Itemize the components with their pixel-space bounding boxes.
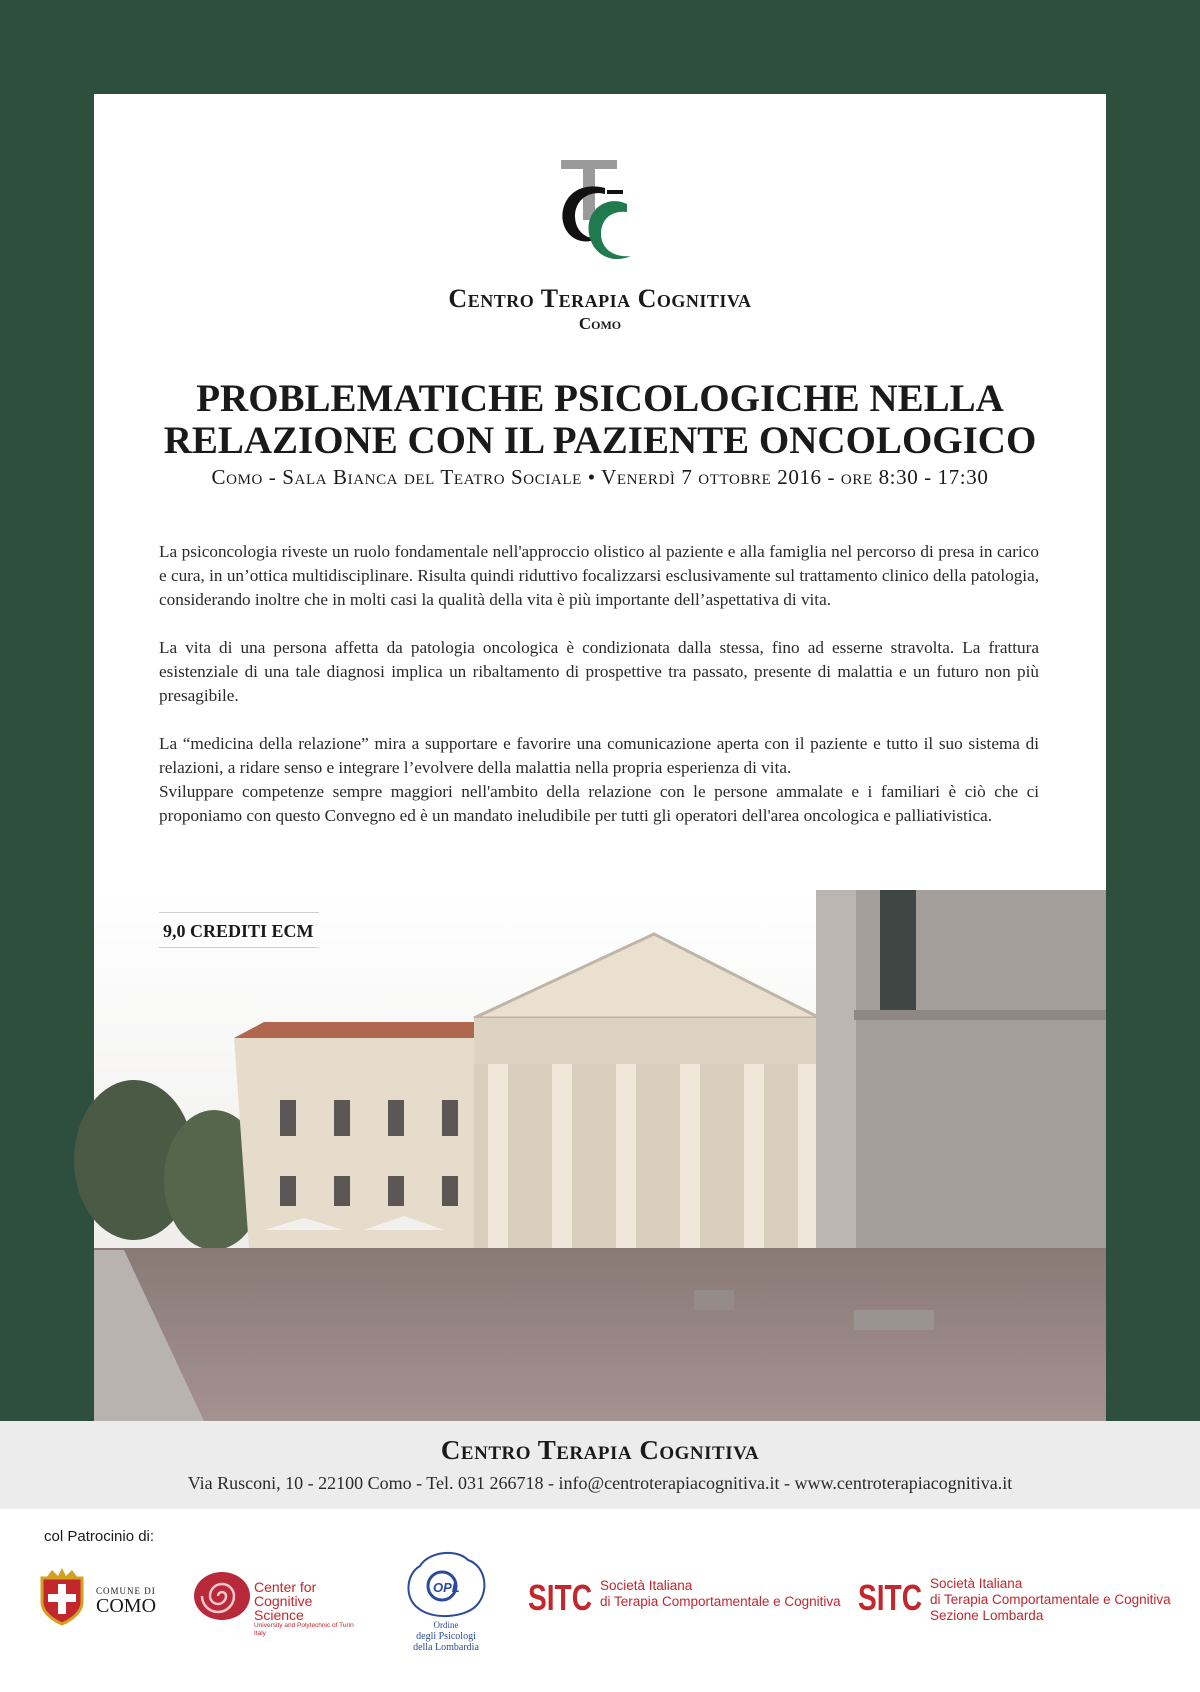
patronage-label: col Patrocinio di:: [44, 1528, 155, 1545]
sitc-lombarda-line1: Società Italiana: [930, 1576, 1023, 1591]
sitc-mark-icon: [528, 1576, 592, 1616]
tcc-monogram-logo: [555, 160, 645, 270]
sitc-line1: Società Italiana: [600, 1578, 693, 1593]
center-for-cognitive-science-logo: [192, 1570, 362, 1637]
opl-text: [398, 1620, 494, 1653]
sitc-lombarda-text: [930, 1576, 1171, 1624]
sitc-lombarda-mark-icon: [858, 1576, 922, 1616]
sitc-line2: di Terapia Comportamentale e Cognitiva: [600, 1594, 841, 1609]
body-text: [159, 540, 1039, 852]
event-title-line2: RELAZIONE CON IL PAZIENTE ONCOLOGICO: [163, 419, 1037, 462]
event-title: [134, 378, 1066, 462]
como-text: [96, 1586, 156, 1616]
opl-mark-icon: [398, 1548, 494, 1622]
paragraph-2: La vita di una persona affetta da patologia oncologica è condizionata dalla stessa, fino ad esserne stravolta. La frattura esistenziale di una tale diagnosi implica un ribaltamento di prospettive tra passato, presente di malattia e un futuro non più presagibile.: [159, 638, 1039, 705]
ccs-line2: Cognitive Science: [254, 1593, 313, 1623]
event-subtitle: Como - Sala Bianca del Teatro Sociale • Venerdì 7 ottobre 2016 - ore 8:30 - 17:30: [211, 465, 989, 489]
sitc-lombarda-line2: di Terapia Comportamentale e Cognitiva: [930, 1592, 1171, 1607]
ccs-line4: Italy: [254, 1630, 266, 1637]
sitc-lombarda-line3: Sezione Lombarda: [930, 1608, 1044, 1623]
ordine-psicologi-lombardia-logo: [398, 1548, 494, 1656]
poster: [94, 94, 1106, 1421]
ccs-line3: University and Polytechnic of Turin: [254, 1622, 354, 1629]
opl-line2: degli Psicologi: [416, 1631, 476, 1642]
opl-line1: Ordine: [433, 1620, 459, 1630]
ccs-text: [254, 1580, 362, 1638]
brand-city: Como: [578, 314, 622, 333]
sitc-logo: [528, 1574, 841, 1624]
sitc-text: [600, 1578, 841, 1610]
comune-di-como-logo: [36, 1568, 156, 1628]
opl-line3: della Lombardia: [413, 1642, 479, 1653]
paragraph-4: Sviluppare competenze sempre maggiori nell'ambito della relazione con le persone ammalate e i familiari è ciò che ci proponiamo con questo Convegno ed è un mandato ineludibile per tutti gli operatori dell'area oncologica e palliativistica.: [159, 782, 1039, 825]
contact-band: [0, 1421, 1200, 1509]
contact-details: Via Rusconi, 10 - 22100 Como - Tel. 031 266718 - info@centroterapiacognitiva.it - www.centroterapiacognitiva.it: [187, 1473, 1013, 1493]
ecm-credits-badge: 9,0 CREDITI ECM: [159, 912, 319, 948]
como-crest-icon: [36, 1568, 88, 1626]
brand-name: Centro Terapia Cognitiva: [448, 284, 752, 313]
brain-spiral-icon: [192, 1570, 252, 1626]
sitc-lombarda-mark-text: SITC: [858, 1577, 922, 1618]
sitc-mark-text: SITC: [528, 1577, 592, 1618]
event-title-line1: PROBLEMATICHE PSICOLOGICHE NELLA: [196, 377, 1004, 420]
contact-org-name: Centro Terapia Cognitiva: [440, 1435, 760, 1465]
teatro-sociale-photo: [94, 890, 1106, 1421]
sitc-lombarda-logo: [858, 1574, 1178, 1634]
paragraph-1: La psiconcologia riveste un ruolo fondamentale nell'approccio olistico al paziente e alla famiglia nel percorso di presa in carico e cura, in un’ottica multidisciplinare. Risulta quindi riduttivo focalizzarsi esclusivamente sul trattamento clinico della patologia, considerando inoltre che in molti casi la qualità della vita è più importante dell’aspettativa di vita.: [159, 542, 1039, 609]
ccs-line1: Center for: [254, 1579, 317, 1595]
como-line2: COMO: [96, 1595, 157, 1617]
paragraph-3: La “medicina della relazione” mira a supportare e favorire una comunicazione aperta con il paziente e tutto il suo sistema di relazioni, a ridare senso e integrare l’evolvere della malattia nella propria esperienza di vita.: [159, 734, 1039, 777]
opl-mark-text: OPL: [433, 1580, 460, 1595]
como-line1: COMUNE DI: [96, 1586, 156, 1596]
